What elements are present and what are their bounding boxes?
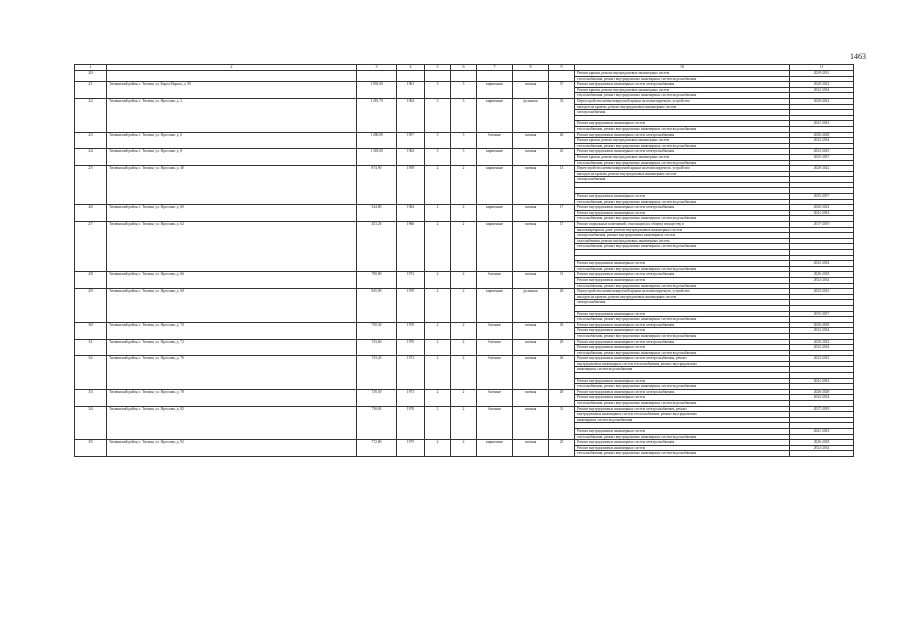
column-header-11: 11 xyxy=(790,65,854,71)
row-number-cell: 28 xyxy=(75,272,107,289)
work-type-cell: электроснабжения, ремонт внутридомовых инженерных систем xyxy=(575,233,790,239)
floors-cell: 2 xyxy=(425,356,451,390)
column-header-6: 6 xyxy=(451,65,477,71)
work-type-cell: Ремонт внутридомовых инженерных систем электроснабжения, ремонт xyxy=(575,356,790,362)
apartments-cell: 31 xyxy=(549,406,575,440)
work-type-cell: Ремонт внутридомовых инженерных систем xyxy=(575,261,790,267)
period-cell: 2023-2025 xyxy=(790,149,854,155)
period-cell: 2032-2034 xyxy=(790,445,854,451)
area-cell: 750,30 xyxy=(357,322,397,339)
area-cell: 1 280,00 xyxy=(357,132,397,149)
entrances-cell: 2 xyxy=(451,222,477,272)
period-cell: 2032-2034 xyxy=(790,87,854,93)
roof-type-cell: скатная xyxy=(513,82,549,99)
address-cell: Тихвинский район, г. Тихвин, ул. Ярослава, д. 78 xyxy=(107,389,357,406)
entrances-cell: 2 xyxy=(451,322,477,339)
period-cell xyxy=(790,451,854,457)
work-type-cell: Ремонт подвальных помещений, относящихся к общему имуществу в xyxy=(575,222,790,228)
entrances-cell: 3 xyxy=(451,132,477,149)
entrances-cell: 2 xyxy=(451,406,477,440)
wall-material-cell: блочные xyxy=(477,132,513,149)
row-number-cell: 31 xyxy=(75,339,107,356)
period-cell: 2020-2022 xyxy=(790,98,854,104)
period-cell: 2026-2028 xyxy=(790,389,854,395)
address-cell xyxy=(107,71,357,82)
period-cell: 2017-2019 xyxy=(790,406,854,412)
row-number-cell: 34 xyxy=(75,406,107,440)
wall-material-cell xyxy=(477,71,513,82)
floors-cell: 3 xyxy=(425,82,451,99)
wall-material-cell: кирпичные xyxy=(477,149,513,166)
work-type-cell: теплоснабжения, ремонт внутридомовых инженерных систем водоснабжения xyxy=(575,199,790,205)
apartments-cell: 43 xyxy=(549,149,575,166)
apartments-cell: 33 xyxy=(549,98,575,132)
roof-type-cell: скатная xyxy=(513,149,549,166)
entrances-cell: 2 xyxy=(451,289,477,323)
row-number-cell: 21 xyxy=(75,82,107,99)
work-type-cell: Ремонт внутридомовых инженерных систем электроснабжения xyxy=(575,205,790,211)
build-year-cell: 1975 xyxy=(397,440,425,457)
build-year-cell: 1964 xyxy=(397,205,425,222)
row-number-cell: 29 xyxy=(75,289,107,323)
build-year-cell: 1970 xyxy=(397,339,425,356)
row-number-cell: 20 xyxy=(75,71,107,82)
apartments-cell: 25 xyxy=(549,440,575,457)
entrances-cell: 2 xyxy=(451,272,477,289)
work-type-cell: электроснабжения xyxy=(575,110,790,116)
apartments-cell: 26 xyxy=(549,356,575,390)
period-cell: 2029-2031 xyxy=(790,71,854,77)
area-cell: 453,20 xyxy=(357,222,397,272)
work-type-cell: Ремонт внутридомовых инженерных систем xyxy=(575,194,790,200)
roof-type-cell: скатная xyxy=(513,166,549,205)
entrances-cell: 2 xyxy=(451,339,477,356)
work-type-cell: внутридомовых инженерных систем теплоснабжения, ремонт внутридомовых xyxy=(575,361,790,367)
period-cell: 2041-2043 xyxy=(790,378,854,384)
work-type-cell: электроснабжения xyxy=(575,300,790,306)
work-type-cell: теплоснабжения, ремонт внутридомовых инженерных систем водоснабжения xyxy=(575,451,790,457)
apartments-cell xyxy=(549,71,575,82)
work-type-cell: Ремонт внутридомовых инженерных систем электроснабжения xyxy=(575,82,790,88)
build-year-cell: 1973 xyxy=(397,389,425,406)
floors-cell: 2 xyxy=(425,222,451,272)
floors-cell xyxy=(425,71,451,82)
period-cell: 2032-2034 xyxy=(790,261,854,267)
address-cell: Тихвинский район, г. Тихвин, ул. Ярослава, д. 82 xyxy=(107,406,357,440)
period-cell: 2020-2022 xyxy=(790,205,854,211)
build-year-cell: 1970 xyxy=(397,322,425,339)
work-type-cell: Ремонт внутридомовых инженерных систем xyxy=(575,378,790,384)
work-type-cell: Ремонт внутридомовых инженерных систем xyxy=(575,210,790,216)
work-type-cell: выходов на кровлю, ремонт внутридомовых инженерных систем xyxy=(575,171,790,177)
build-year-cell: 1970 xyxy=(397,289,425,323)
build-year-cell: 1959 xyxy=(397,166,425,205)
work-type-cell: теплоснабжения, ремонт внутридомовых инженерных систем водоснабжения xyxy=(575,216,790,222)
apartments-cell: 30 xyxy=(549,322,575,339)
page-number: 1463 xyxy=(850,52,866,61)
registry-body xyxy=(75,71,854,457)
build-year-cell: 1973 xyxy=(397,272,425,289)
roof-type-cell: скатная xyxy=(513,132,549,149)
roof-type-cell: рулонная xyxy=(513,289,549,323)
apartments-cell: 17 xyxy=(549,222,575,272)
column-header-8: 8 xyxy=(513,65,549,71)
period-cell: 2020-2022 xyxy=(790,166,854,172)
area-cell: 874,90 xyxy=(357,166,397,205)
wall-material-cell: блочные xyxy=(477,389,513,406)
work-type-cell: Ремонт внутридомовых инженерных систем xyxy=(575,395,790,401)
housing-repair-registry-table xyxy=(74,64,854,457)
area-cell: 1 383,00 xyxy=(357,149,397,166)
work-type-cell: теплоснабжения, ремонт внутридомовых инженерных систем водоснабжения xyxy=(575,434,790,440)
row-number-cell: 25 xyxy=(75,166,107,205)
floors-cell: 2 xyxy=(425,166,451,205)
address-cell: Тихвинский район, г. Тихвин, ул. Ярослава, д. 2 xyxy=(107,98,357,132)
roof-type-cell: скатная xyxy=(513,222,549,272)
address-cell: Тихвинский район, г. Тихвин, ул. Ярослава, д. 8 xyxy=(107,149,357,166)
floors-cell: 2 xyxy=(425,272,451,289)
wall-material-cell: блочные xyxy=(477,356,513,390)
entrances-cell: 2 xyxy=(451,205,477,222)
column-header-2: 2 xyxy=(107,65,357,71)
period-cell: 2041-2043 xyxy=(790,429,854,435)
work-type-cell: теплоснабжения, ремонт внутридомовых инженерных систем водоснабжения xyxy=(575,244,790,250)
wall-material-cell: кирпичные xyxy=(477,440,513,457)
address-cell: Тихвинский район, г. Тихвин, ул. Ярослава, д. 72 xyxy=(107,339,357,356)
work-type-cell: теплоснабжения, ремонт внутридомовых инженерных систем водоснабжения xyxy=(575,350,790,356)
roof-type-cell xyxy=(513,71,549,82)
work-type-cell: газоснабжения, ремонт внутридомовых инженерных систем xyxy=(575,238,790,244)
wall-material-cell: кирпичные xyxy=(477,222,513,272)
work-type-cell: инженерных систем водоснабжения xyxy=(575,367,790,373)
work-type-cell: теплоснабжения, ремонт внутридомовых инженерных систем водоснабжения xyxy=(575,76,790,82)
work-type-cell: Переустройство невентилируемой крыши на вентилируемую, устройство xyxy=(575,98,790,104)
wall-material-cell: блочные xyxy=(477,272,513,289)
work-type-cell: Ремонт внутридомовых инженерных систем электроснабжения xyxy=(575,339,790,345)
work-type-cell: Ремонт внутридомовых инженерных систем xyxy=(575,429,790,435)
wall-material-cell: блочные xyxy=(477,322,513,339)
row-number-cell: 23 xyxy=(75,132,107,149)
area-cell xyxy=(357,71,397,82)
work-type-cell: Ремонт крыши, ремонт внутридомовых инженерных систем xyxy=(575,71,790,77)
area-cell: 790,80 xyxy=(357,272,397,289)
period-cell: 2032-2034 xyxy=(790,138,854,144)
period-cell: 2032-2034 xyxy=(790,345,854,351)
row-number-cell: 27 xyxy=(75,222,107,272)
address-cell: Тихвинский район, г. Тихвин, ул. Ярослава, д. 62 xyxy=(107,222,357,272)
wall-material-cell: кирпичные xyxy=(477,82,513,99)
floors-cell: 2 xyxy=(425,289,451,323)
column-header-9: 9 xyxy=(549,65,575,71)
work-type-cell: теплоснабжения, ремонт внутридомовых инженерных систем водоснабжения xyxy=(575,283,790,289)
period-cell: 2035-2037 xyxy=(790,311,854,317)
work-type-cell: теплоснабжения, ремонт внутридомовых инженерных систем водоснабжения xyxy=(575,126,790,132)
work-type-cell: Ремонт внутридомовых инженерных систем электроснабжения xyxy=(575,272,790,278)
floors-cell: 3 xyxy=(425,98,451,132)
work-type-cell: Ремонт внутридомовых инженерных систем электроснабжения xyxy=(575,440,790,446)
address-cell: Тихвинский район, г. Тихвин, ул. Ярослава, д. 76 xyxy=(107,356,357,390)
roof-type-cell: скатная xyxy=(513,389,549,406)
work-type-cell: многоквартирном доме, ремонт внутридомовых инженерных систем xyxy=(575,227,790,233)
area-cell: 738,00 xyxy=(357,406,397,440)
roof-type-cell: скатная xyxy=(513,272,549,289)
address-cell: Тихвинский район, г. Тихвин, ул. Ярослава, д. 6 xyxy=(107,132,357,149)
wall-material-cell: кирпичные xyxy=(477,289,513,323)
period-cell: 2032-2034 xyxy=(790,277,854,283)
period-cell: 2026-2028 xyxy=(790,322,854,328)
roof-type-cell: скатная xyxy=(513,322,549,339)
period-cell: 2017-2019 xyxy=(790,222,854,228)
period-cell: 2032-2034 xyxy=(790,395,854,401)
wall-material-cell: кирпичные xyxy=(477,166,513,205)
period-cell: 2032-2034 xyxy=(790,328,854,334)
work-type-cell: Ремонт внутридомовых инженерных систем xyxy=(575,328,790,334)
wall-material-cell: кирпичные xyxy=(477,98,513,132)
work-type-cell: Ремонт крыши, ремонт внутридомовых инженерных систем xyxy=(575,138,790,144)
work-type-cell: Ремонт крыши, ремонт внутридомовых инженерных систем xyxy=(575,154,790,160)
row-number-cell: 22 xyxy=(75,98,107,132)
work-type-cell: Ремонт внутридомовых инженерных систем электроснабжения xyxy=(575,389,790,395)
roof-type-cell: скатная xyxy=(513,339,549,356)
build-year-cell: 1962 xyxy=(397,149,425,166)
period-cell: 2026-2028 xyxy=(790,132,854,138)
column-header-3: 3 xyxy=(357,65,397,71)
roof-type-cell: скатная xyxy=(513,356,549,390)
period-cell: 2026-2028 xyxy=(790,272,854,278)
work-type-cell: теплоснабжения, ремонт внутридомовых инженерных систем водоснабжения xyxy=(575,384,790,390)
work-type-cell: Переустройство невентилируемой крыши на вентилируемую, устройство xyxy=(575,166,790,172)
period-cell: 2041-2043 xyxy=(790,121,854,127)
work-type-cell: теплоснабжения, ремонт внутридомовых инженерных систем водоснабжения xyxy=(575,160,790,166)
work-type-cell: Ремонт внутридомовых инженерных систем электроснабжения xyxy=(575,132,790,138)
column-header-7: 7 xyxy=(477,65,513,71)
address-cell: Тихвинский район, г. Тихвин, ул. Ярослава, д. 70 xyxy=(107,322,357,339)
apartments-cell: 37 xyxy=(549,82,575,99)
entrances-cell: 2 xyxy=(451,440,477,457)
area-cell: 743,20 xyxy=(357,356,397,390)
build-year-cell: 1970 xyxy=(397,406,425,440)
area-cell: 739,50 xyxy=(357,389,397,406)
period-cell: 2035-2037 xyxy=(790,194,854,200)
entrances-cell: 2 xyxy=(451,166,477,205)
area-cell: 845,90 xyxy=(357,289,397,323)
wall-material-cell: блочные xyxy=(477,406,513,440)
row-number-cell: 30 xyxy=(75,322,107,339)
floors-cell: 2 xyxy=(425,205,451,222)
entrances-cell xyxy=(451,71,477,82)
work-type-cell: Ремонт внутридомовых инженерных систем электроснабжения xyxy=(575,149,790,155)
floors-cell: 2 xyxy=(425,339,451,356)
work-type-cell: Ремонт крыши, ремонт внутридомовых инженерных систем xyxy=(575,87,790,93)
work-type-cell: Ремонт внутридомовых инженерных систем электроснабжения xyxy=(575,322,790,328)
work-type-cell: электроснабжения xyxy=(575,177,790,183)
entrances-cell: 3 xyxy=(451,98,477,132)
address-cell: Тихвинский район, г. Тихвин, ул. Ярослава, д. 68 xyxy=(107,289,357,323)
work-type-cell: выходов на кровлю, ремонт внутридомовых инженерных систем xyxy=(575,294,790,300)
area-cell: 1 281,70 xyxy=(357,98,397,132)
apartments-cell: 13 xyxy=(549,166,575,205)
entrances-cell: 3 xyxy=(451,149,477,166)
row-number-cell: 32 xyxy=(75,356,107,390)
work-type-cell: Ремонт внутридомовых инженерных систем xyxy=(575,121,790,127)
floors-cell: 3 xyxy=(425,149,451,166)
work-type-cell: теплоснабжения, ремонт внутридомовых инженерных систем водоснабжения xyxy=(575,333,790,339)
address-cell: Тихвинский район, г. Тихвин, ул. Ярослава, д. 66 xyxy=(107,272,357,289)
area-cell: 743,60 xyxy=(357,339,397,356)
work-type-cell: теплоснабжения, ремонт внутридомовых инженерных систем водоснабжения xyxy=(575,266,790,272)
period-cell: 2020-2022 xyxy=(790,82,854,88)
build-year-cell xyxy=(397,71,425,82)
work-type-cell: выходов на кровлю, ремонт внутридомовых инженерных систем xyxy=(575,104,790,110)
apartments-cell: 40 xyxy=(549,132,575,149)
apartments-cell: 17 xyxy=(549,205,575,222)
roof-type-cell: скатная xyxy=(513,440,549,457)
area-cell: 772,80 xyxy=(357,440,397,457)
address-cell: Тихвинский район, г. Тихвин, ул. Карла Маркса, д. 90 xyxy=(107,82,357,99)
column-header-4: 4 xyxy=(397,65,425,71)
apartments-cell: 26 xyxy=(549,289,575,323)
work-type-cell: теплоснабжения, ремонт внутридомовых инженерных систем водоснабжения xyxy=(575,401,790,407)
wall-material-cell: блочные xyxy=(477,339,513,356)
apartments-cell: 31 xyxy=(549,272,575,289)
roof-type-cell: скатная xyxy=(513,406,549,440)
work-type-cell: Переустройство невентилируемой крыши на вентилируемую, устройство xyxy=(575,289,790,295)
work-type-cell: теплоснабжения, ремонт внутридомовых инженерных систем водоснабжения xyxy=(575,93,790,99)
entrances-cell: 2 xyxy=(451,356,477,390)
work-type-cell: Ремонт внутридомовых инженерных систем xyxy=(575,445,790,451)
work-type-cell: Ремонт внутридомовых инженерных систем xyxy=(575,311,790,317)
area-cell: 544,80 xyxy=(357,205,397,222)
entrances-cell: 3 xyxy=(451,82,477,99)
floors-cell: 2 xyxy=(425,322,451,339)
floors-cell: 2 xyxy=(425,440,451,457)
row-number-cell: 24 xyxy=(75,149,107,166)
build-year-cell: 1962 xyxy=(397,98,425,132)
address-cell: Тихвинский район, г. Тихвин, ул. Ярослава, д. 92 xyxy=(107,440,357,457)
roof-type-cell: скатная xyxy=(513,205,549,222)
floors-cell: 3 xyxy=(425,132,451,149)
work-type-cell: теплоснабжения, ремонт внутридомовых инженерных систем водоснабжения xyxy=(575,143,790,149)
work-type-cell: Ремонт внутридомовых инженерных систем электроснабжения, ремонт xyxy=(575,406,790,412)
build-year-cell: 1966 xyxy=(397,222,425,272)
apartments-cell: 29 xyxy=(549,389,575,406)
address-cell: Тихвинский район, г. Тихвин, ул. Ярослава, д. 60 xyxy=(107,205,357,222)
row-number-cell: 26 xyxy=(75,205,107,222)
work-type-cell: внутридомовых инженерных систем теплоснабжения, ремонт внутридомовых xyxy=(575,412,790,418)
work-type-cell: теплоснабжения, ремонт внутридомовых инженерных систем водоснабжения xyxy=(575,317,790,323)
period-cell: 2023-2025 xyxy=(790,356,854,362)
apartments-cell: 29 xyxy=(549,339,575,356)
column-header-1: 1 xyxy=(75,65,107,71)
period-cell: 2035-2037 xyxy=(790,154,854,160)
floors-cell: 2 xyxy=(425,389,451,406)
work-type-cell: инженерных систем водоснабжения xyxy=(575,417,790,423)
row-number-cell: 33 xyxy=(75,389,107,406)
build-year-cell: 1957 xyxy=(397,132,425,149)
build-year-cell: 1972 xyxy=(397,356,425,390)
address-cell: Тихвинский район, г. Тихвин, ул. Ярослава, д. 40 xyxy=(107,166,357,205)
wall-material-cell: кирпичные xyxy=(477,205,513,222)
period-cell: 2023-2025 xyxy=(790,289,854,295)
entrances-cell: 2 xyxy=(451,389,477,406)
work-type-cell: Ремонт внутридомовых инженерных систем xyxy=(575,277,790,283)
roof-type-cell: рулонная xyxy=(513,98,549,132)
work-type-cell: Ремонт внутридомовых инженерных систем xyxy=(575,345,790,351)
column-header-5: 5 xyxy=(425,65,451,71)
row-number-cell: 35 xyxy=(75,440,107,457)
period-cell: 2020-2022 xyxy=(790,339,854,345)
build-year-cell: 1961 xyxy=(397,82,425,99)
floors-cell: 2 xyxy=(425,406,451,440)
period-cell: 2026-2028 xyxy=(790,440,854,446)
period-cell: 2041-2043 xyxy=(790,210,854,216)
column-header-10: 10 xyxy=(575,65,790,71)
area-cell: 1 903,00 xyxy=(357,82,397,99)
